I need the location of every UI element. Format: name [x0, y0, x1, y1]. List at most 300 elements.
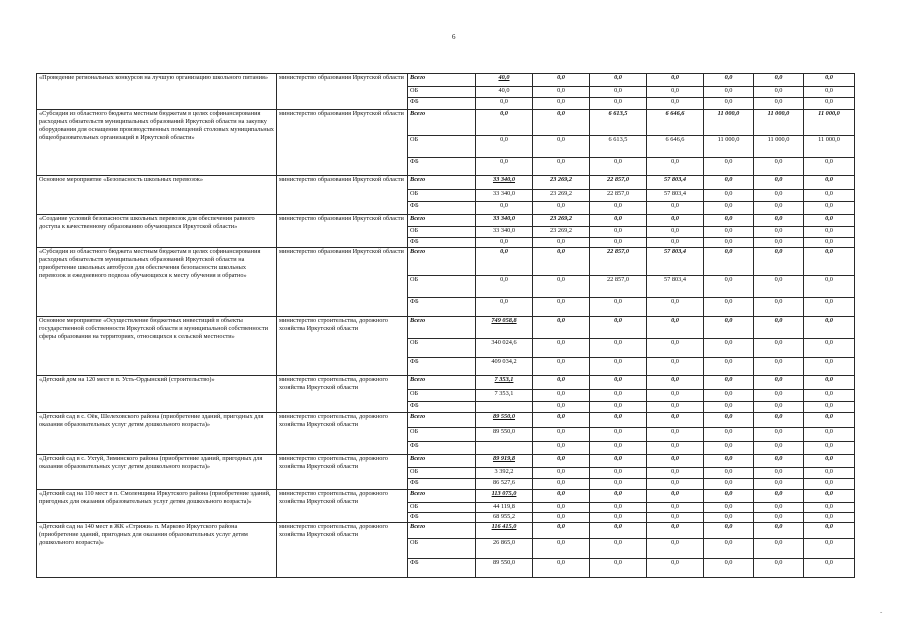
value-cell: 0,0 — [804, 376, 855, 390]
value-cell: 0,0 — [647, 390, 704, 402]
value-cell: 11 000,0 — [754, 110, 804, 136]
funding-source: ФБ — [408, 442, 476, 455]
value-cell: 0,0 — [754, 523, 804, 539]
value-cell: 0,0 — [647, 523, 704, 539]
value-cell: 0,0 — [804, 442, 855, 455]
value-cell: 0,0 — [804, 227, 855, 238]
value-cell: 0,0 — [533, 468, 590, 479]
funding-source: ОБ — [408, 339, 476, 358]
responsible-org: министерство образования Иркутской области — [277, 74, 408, 110]
value-cell: 0,0 — [647, 98, 704, 110]
value-cell: 0,0 — [704, 190, 754, 202]
value-cell: 0,0 — [647, 513, 704, 523]
value-cell: 0,0 — [704, 248, 754, 276]
value-cell: 57 803,4 — [647, 276, 704, 298]
value-cell: 0,0 — [754, 428, 804, 442]
value-cell: 33 340,0 — [476, 176, 533, 190]
value-cell: 0,0 — [704, 503, 754, 513]
value-cell: 0,0 — [533, 238, 590, 248]
value-cell: 0,0 — [804, 479, 855, 490]
value-cell: 0,0 — [647, 202, 704, 215]
value-cell: 0,0 — [804, 248, 855, 276]
activity-name: Основное мероприятие «Безопасность школьных перевозок» — [37, 176, 277, 215]
value-cell: 0,0 — [533, 539, 590, 559]
value-cell: 0,0 — [533, 110, 590, 136]
funding-source: ФБ — [408, 158, 476, 176]
value-cell: 0,0 — [804, 298, 855, 317]
funding-source: ОБ — [408, 227, 476, 238]
value-cell: 0,0 — [647, 468, 704, 479]
activity-name: «Детский сад в с. Оёк, Шелеховского района (приобретение зданий, пригодных для оказания образовательных услуг детям дошкольного возраста)» — [37, 413, 277, 455]
activity-name: «Детский сад на 140 мест в ЖК «Стрижи» п. Марково Иркутского района (приобретение зданий, пригодных для оказания образовательных услуг детям дошкольного возраста)» — [37, 523, 277, 578]
funding-source: ОБ — [408, 468, 476, 479]
responsible-org: министерство строительства, дорожного хозяйства Иркутской области — [277, 523, 408, 578]
value-cell: 0,0 — [704, 98, 754, 110]
value-cell: 86 527,6 — [476, 479, 533, 490]
value-cell: 23 269,2 — [533, 215, 590, 227]
value-cell: 0,0 — [476, 202, 533, 215]
value-cell: 0,0 — [804, 87, 855, 98]
activity-name: «Субсидия из областного бюджета местным бюджетам в целях софинансирования расходных обязательств муниципальных образований Иркутской области на закупку оборудования для оснащения производственных помещений столовых муниципальных общеобразовательных организаций в Иркутской области» — [37, 110, 277, 176]
value-cell: 0,0 — [804, 158, 855, 176]
funding-source: ФБ — [408, 513, 476, 523]
value-cell: 0,0 — [704, 202, 754, 215]
value-cell: 0,0 — [533, 87, 590, 98]
value-cell: 26 865,0 — [476, 539, 533, 559]
value-cell: 0,0 — [704, 523, 754, 539]
table-row — [37, 413, 855, 428]
table-row — [37, 215, 855, 227]
value-cell: 0,0 — [804, 455, 855, 468]
value-cell: 0,0 — [704, 390, 754, 402]
value-cell: 0,0 — [754, 513, 804, 523]
value-cell: 0,0 — [590, 442, 647, 455]
value-cell: 0,0 — [804, 202, 855, 215]
value-cell: 0,0 — [704, 413, 754, 428]
value-cell: 0,0 — [476, 110, 533, 136]
value-cell: 22 857,0 — [590, 248, 647, 276]
value-cell: 0,0 — [533, 358, 590, 376]
value-cell: 0,0 — [704, 298, 754, 317]
value-cell: 11 000,0 — [804, 136, 855, 158]
value-cell: 0,0 — [754, 98, 804, 110]
value-cell: 7 353,1 — [476, 376, 533, 390]
value-cell: 0,0 — [647, 503, 704, 513]
value-cell: 0,0 — [476, 276, 533, 298]
value-cell: 0,0 — [647, 87, 704, 98]
value-cell: 0,0 — [590, 390, 647, 402]
responsible-org: министерство строительства, дорожного хозяйства Иркутской области — [277, 317, 408, 376]
value-cell: 0,0 — [647, 539, 704, 559]
value-cell: 0,0 — [533, 158, 590, 176]
value-cell: 57 803,4 — [647, 248, 704, 276]
value-cell: 0,0 — [754, 158, 804, 176]
funding-source: Всего — [408, 248, 476, 276]
value-cell: 0,0 — [533, 523, 590, 539]
activity-name: «Детский сад на 110 мест в п. Смоленщина Иркутского района (приобретение зданий, пригодных для оказания образовательных услуг детям дошкольного возраста)» — [37, 490, 277, 523]
value-cell: 11 000,0 — [754, 136, 804, 158]
value-cell: 0,0 — [590, 339, 647, 358]
value-cell: 0,0 — [754, 559, 804, 578]
value-cell: 0,0 — [704, 276, 754, 298]
funding-source: ФБ — [408, 238, 476, 248]
value-cell: 116 415,0 — [476, 523, 533, 539]
value-cell: 89 550,0 — [476, 559, 533, 578]
value-cell: 0,0 — [533, 479, 590, 490]
value-cell: 0,0 — [804, 215, 855, 227]
value-cell: 0,0 — [476, 238, 533, 248]
value-cell: 0,0 — [754, 227, 804, 238]
value-cell: 0,0 — [590, 227, 647, 238]
funding-source: ОБ — [408, 87, 476, 98]
value-cell: 0,0 — [704, 238, 754, 248]
table-row — [37, 317, 855, 339]
activity-name: «Создание условий безопасности школьных перевозок для обеспечения равного доступа к качественному образованию обучающихся Иркутской области» — [37, 215, 277, 248]
value-cell: 0,0 — [647, 442, 704, 455]
value-cell: 0,0 — [590, 523, 647, 539]
funding-source: Всего — [408, 110, 476, 136]
value-cell: 0,0 — [647, 238, 704, 248]
value-cell: 6 613,5 — [590, 136, 647, 158]
value-cell: 0,0 — [590, 74, 647, 87]
value-cell: 0,0 — [590, 539, 647, 559]
value-cell: 0,0 — [590, 468, 647, 479]
value-cell: 0,0 — [533, 513, 590, 523]
value-cell: 0,0 — [704, 158, 754, 176]
value-cell: 0,0 — [533, 490, 590, 503]
value-cell: 0,0 — [647, 559, 704, 578]
value-cell: 0,0 — [754, 455, 804, 468]
value-cell: 57 803,4 — [647, 190, 704, 202]
value-cell: 0,0 — [590, 559, 647, 578]
value-cell: 22 857,0 — [590, 190, 647, 202]
value-cell: 0,0 — [754, 358, 804, 376]
value-cell: 0,0 — [533, 428, 590, 442]
value-cell: 0,0 — [533, 339, 590, 358]
value-cell: 0,0 — [533, 413, 590, 428]
value-cell: 0,0 — [533, 74, 590, 87]
value-cell: 0,0 — [754, 317, 804, 339]
table-row — [37, 523, 855, 539]
value-cell: 0,0 — [533, 376, 590, 390]
page-number: 6 — [452, 33, 456, 41]
value-cell: 340 024,6 — [476, 339, 533, 358]
value-cell: 0,0 — [754, 215, 804, 227]
value-cell: 22 857,0 — [590, 176, 647, 190]
value-cell: 0,0 — [804, 190, 855, 202]
funding-source: ОБ — [408, 190, 476, 202]
funding-source: ФБ — [408, 202, 476, 215]
value-cell: 0,0 — [590, 479, 647, 490]
value-cell: 0,0 — [647, 158, 704, 176]
value-cell: 0,0 — [533, 402, 590, 413]
value-cell: 89 919,8 — [476, 455, 533, 468]
value-cell: 0,0 — [754, 74, 804, 87]
value-cell: 113 075,0 — [476, 490, 533, 503]
funding-source: Всего — [408, 413, 476, 428]
funding-source: ФБ — [408, 98, 476, 110]
table-row — [37, 248, 855, 276]
value-cell: 0,0 — [704, 402, 754, 413]
responsible-org: министерство образования Иркутской области — [277, 248, 408, 317]
table-row — [37, 490, 855, 503]
value-cell: 0,0 — [590, 455, 647, 468]
value-cell: 0,0 — [754, 276, 804, 298]
funding-source: ОБ — [408, 276, 476, 298]
value-cell: 0,0 — [590, 402, 647, 413]
value-cell: 0,0 — [804, 523, 855, 539]
funding-source: ФБ — [408, 479, 476, 490]
value-cell: 0,0 — [647, 479, 704, 490]
table-row — [37, 74, 855, 87]
funding-source: ФБ — [408, 402, 476, 413]
funding-source: ФБ — [408, 298, 476, 317]
value-cell: 0,0 — [590, 513, 647, 523]
responsible-org: министерство образования Иркутской области — [277, 110, 408, 176]
value-cell — [476, 402, 533, 413]
value-cell: 23 269,2 — [533, 176, 590, 190]
value-cell: 22 857,0 — [590, 276, 647, 298]
value-cell: 0,0 — [704, 479, 754, 490]
value-cell: 0,0 — [476, 158, 533, 176]
value-cell: 0,0 — [804, 428, 855, 442]
funding-source: Всего — [408, 455, 476, 468]
value-cell: 23 269,2 — [533, 190, 590, 202]
value-cell: 0,0 — [533, 248, 590, 276]
value-cell: 0,0 — [704, 74, 754, 87]
value-cell: 0,0 — [476, 98, 533, 110]
value-cell: 0,0 — [533, 136, 590, 158]
value-cell: 0,0 — [754, 490, 804, 503]
funding-source: ОБ — [408, 428, 476, 442]
value-cell: 0,0 — [754, 479, 804, 490]
funding-source: ОБ — [408, 539, 476, 559]
funding-source: Всего — [408, 176, 476, 190]
value-cell: 11 000,0 — [704, 110, 754, 136]
value-cell: 0,0 — [590, 202, 647, 215]
value-cell: 0,0 — [533, 317, 590, 339]
value-cell: 0,0 — [754, 176, 804, 190]
value-cell: 0,0 — [804, 468, 855, 479]
value-cell: 0,0 — [754, 376, 804, 390]
value-cell: 11 000,0 — [804, 110, 855, 136]
activity-name: «Детский дом на 120 мест в п. Усть-Ордынский (строительство)» — [37, 376, 277, 413]
value-cell: 0,0 — [590, 158, 647, 176]
responsible-org: министерство строительства, дорожного хозяйства Иркутской области — [277, 413, 408, 455]
value-cell: 0,0 — [704, 455, 754, 468]
value-cell: 0,0 — [704, 87, 754, 98]
value-cell: 44 119,8 — [476, 503, 533, 513]
value-cell: 0,0 — [704, 227, 754, 238]
value-cell: 0,0 — [804, 390, 855, 402]
value-cell: 0,0 — [704, 513, 754, 523]
value-cell: 0,0 — [704, 539, 754, 559]
value-cell: 0,0 — [754, 468, 804, 479]
value-cell: 0,0 — [647, 455, 704, 468]
value-cell: 40,0 — [476, 87, 533, 98]
responsible-org: министерство строительства, дорожного хозяйства Иркутской области — [277, 490, 408, 523]
value-cell: 0,0 — [476, 248, 533, 276]
responsible-org: министерство строительства, дорожного хозяйства Иркутской области — [277, 376, 408, 413]
funding-source: Всего — [408, 376, 476, 390]
value-cell: 0,0 — [754, 202, 804, 215]
value-cell: 0,0 — [704, 339, 754, 358]
value-cell: 0,0 — [804, 339, 855, 358]
value-cell: 0,0 — [533, 455, 590, 468]
value-cell: 0,0 — [704, 559, 754, 578]
value-cell: 0,0 — [590, 413, 647, 428]
value-cell: 0,0 — [804, 559, 855, 578]
value-cell: 0,0 — [804, 358, 855, 376]
value-cell: 0,0 — [647, 490, 704, 503]
value-cell: 0,0 — [476, 298, 533, 317]
value-cell: 0,0 — [704, 376, 754, 390]
value-cell: 0,0 — [704, 428, 754, 442]
responsible-org: министерство образования Иркутской области — [277, 215, 408, 248]
funding-source: Всего — [408, 317, 476, 339]
value-cell: 0,0 — [476, 136, 533, 158]
value-cell: 0,0 — [754, 503, 804, 513]
value-cell: 0,0 — [533, 559, 590, 578]
value-cell: 0,0 — [754, 87, 804, 98]
value-cell: 0,0 — [754, 390, 804, 402]
value-cell: 23 269,2 — [533, 227, 590, 238]
table-row — [37, 110, 855, 136]
value-cell: 0,0 — [804, 513, 855, 523]
value-cell: 0,0 — [647, 339, 704, 358]
value-cell: 0,0 — [804, 413, 855, 428]
value-cell: 0,0 — [590, 317, 647, 339]
value-cell: 0,0 — [647, 215, 704, 227]
value-cell: 0,0 — [754, 238, 804, 248]
value-cell: 0,0 — [647, 428, 704, 442]
value-cell: 33 340,0 — [476, 227, 533, 238]
funding-source: ФБ — [408, 358, 476, 376]
funding-source: ОБ — [408, 136, 476, 158]
value-cell: 0,0 — [754, 413, 804, 428]
value-cell: 0,0 — [754, 539, 804, 559]
value-cell: 0,0 — [647, 376, 704, 390]
activity-name: «Субсидия из областного бюджета местным бюджетам в целях софинансирования расходных обязательств муниципальных образований Иркутской области на приобретение школьных автобусов для обеспечения безопасности школьных перевозок и ежедневного подвоза обучающихся к месту обучения и обратно» — [37, 248, 277, 317]
value-cell: 0,0 — [590, 428, 647, 442]
funding-source: ОБ — [408, 390, 476, 402]
value-cell: 0,0 — [590, 503, 647, 513]
value-cell: 11 000,0 — [704, 136, 754, 158]
value-cell: 0,0 — [590, 376, 647, 390]
activity-name: «Детский сад в с. Ухтуй, Зиминского района (приобретение зданий, пригодных для оказания образовательных услуг детям дошкольного возраста)» — [37, 455, 277, 490]
value-cell: 0,0 — [647, 413, 704, 428]
value-cell: 89 550,0 — [476, 428, 533, 442]
value-cell: 0,0 — [754, 402, 804, 413]
value-cell: 749 058,8 — [476, 317, 533, 339]
value-cell: 7 353,1 — [476, 390, 533, 402]
value-cell: 0,0 — [804, 503, 855, 513]
table-row — [37, 455, 855, 468]
value-cell: 0,0 — [754, 248, 804, 276]
value-cell: 68 955,2 — [476, 513, 533, 523]
value-cell: 33 340,0 — [476, 190, 533, 202]
value-cell: 89 550,0 — [476, 413, 533, 428]
value-cell: 0,0 — [704, 176, 754, 190]
value-cell: 57 803,4 — [647, 176, 704, 190]
value-cell: 33 340,0 — [476, 215, 533, 227]
value-cell: 6 646,6 — [647, 136, 704, 158]
value-cell: 409 034,2 — [476, 358, 533, 376]
value-cell: 0,0 — [704, 317, 754, 339]
funding-source: Всего — [408, 490, 476, 503]
value-cell: 0,0 — [533, 202, 590, 215]
funding-source: Всего — [408, 74, 476, 87]
value-cell: 40,0 — [476, 74, 533, 87]
value-cell: 0,0 — [590, 215, 647, 227]
value-cell: 0,0 — [533, 98, 590, 110]
value-cell: 0,0 — [590, 98, 647, 110]
value-cell: 0,0 — [590, 298, 647, 317]
activity-name: «Проведение региональных конкурсов на лучшую организацию школьного питания» — [37, 74, 277, 110]
activity-name: Основное мероприятие «Осуществление бюджетных инвестиций в объекты государственной собственности Иркутской области и муниципальной собственности сферы образования на территориях, относящихся к сельской местности» — [37, 317, 277, 376]
value-cell: 0,0 — [804, 402, 855, 413]
page-mark: - — [880, 608, 883, 616]
value-cell: 0,0 — [804, 539, 855, 559]
value-cell: 0,0 — [704, 358, 754, 376]
value-cell: 0,0 — [754, 190, 804, 202]
value-cell — [476, 442, 533, 455]
table-row — [37, 376, 855, 390]
value-cell: 6 613,5 — [590, 110, 647, 136]
value-cell: 3 392,2 — [476, 468, 533, 479]
value-cell: 0,0 — [533, 276, 590, 298]
value-cell: 0,0 — [647, 317, 704, 339]
value-cell: 0,0 — [590, 238, 647, 248]
value-cell: 0,0 — [754, 442, 804, 455]
value-cell: 0,0 — [804, 74, 855, 87]
value-cell: 0,0 — [704, 442, 754, 455]
value-cell: 0,0 — [647, 227, 704, 238]
value-cell: 0,0 — [804, 490, 855, 503]
funding-source: ФБ — [408, 559, 476, 578]
value-cell: 6 646,6 — [647, 110, 704, 136]
value-cell: 0,0 — [804, 176, 855, 190]
value-cell: 0,0 — [647, 298, 704, 317]
value-cell: 0,0 — [533, 390, 590, 402]
value-cell: 0,0 — [533, 298, 590, 317]
value-cell: 0,0 — [647, 74, 704, 87]
value-cell: 0,0 — [704, 215, 754, 227]
value-cell: 0,0 — [804, 276, 855, 298]
budget-table — [36, 73, 855, 578]
funding-source: Всего — [408, 215, 476, 227]
value-cell: 0,0 — [804, 98, 855, 110]
table-row — [37, 176, 855, 190]
value-cell: 0,0 — [704, 490, 754, 503]
value-cell: 0,0 — [590, 358, 647, 376]
funding-source: Всего — [408, 523, 476, 539]
value-cell: 0,0 — [804, 238, 855, 248]
value-cell: 0,0 — [533, 442, 590, 455]
responsible-org: министерство строительства, дорожного хозяйства Иркутской области — [277, 455, 408, 490]
value-cell: 0,0 — [533, 503, 590, 513]
responsible-org: министерство образования Иркутской области — [277, 176, 408, 215]
value-cell: 0,0 — [754, 298, 804, 317]
funding-source: ОБ — [408, 503, 476, 513]
value-cell: 0,0 — [704, 468, 754, 479]
value-cell: 0,0 — [590, 490, 647, 503]
value-cell: 0,0 — [754, 339, 804, 358]
value-cell: 0,0 — [647, 402, 704, 413]
value-cell: 0,0 — [647, 358, 704, 376]
value-cell: 0,0 — [590, 87, 647, 98]
value-cell: 0,0 — [804, 317, 855, 339]
